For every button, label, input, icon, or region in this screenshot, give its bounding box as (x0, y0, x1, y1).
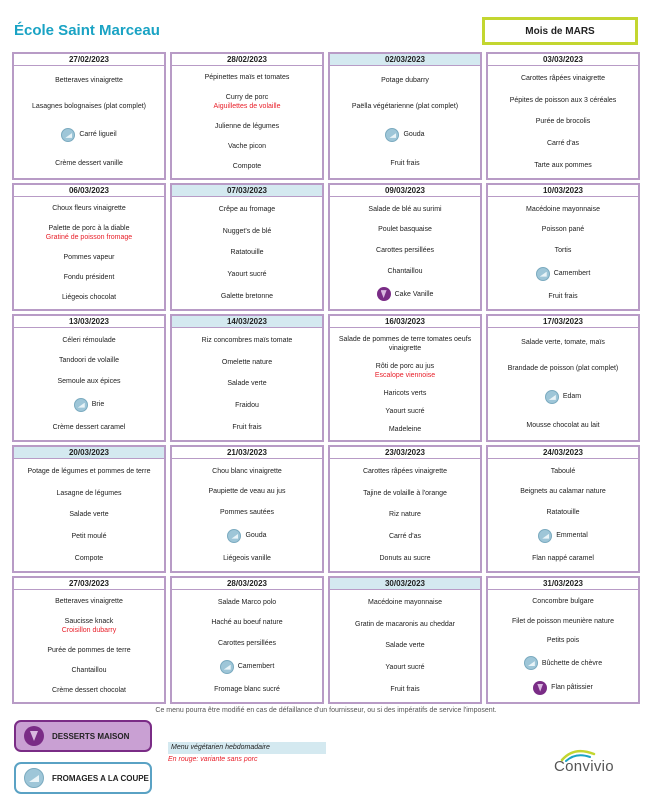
legend-fromages-coupe (14, 762, 152, 794)
menu-item-text: Fruit frais (232, 423, 262, 431)
day-date: 30/03/2023 (330, 578, 480, 590)
vegetarian-note: Menu végétarien hebdomadaire (168, 742, 326, 754)
menu-item-text: Betteraves vinaigrette (55, 598, 123, 606)
menu-item (71, 666, 106, 675)
menu-item-text: Carottes persillées (218, 639, 276, 647)
menu-item (230, 248, 263, 257)
cheese-icon (385, 128, 399, 142)
day-cell (486, 183, 640, 311)
day-date: 03/03/2023 (488, 54, 638, 66)
day-menu (172, 328, 322, 440)
menu-item (534, 161, 592, 170)
menu-item-text: Tajine de volaille à l'orange (363, 489, 447, 497)
menu-item (222, 358, 272, 367)
legend-desserts-maison (14, 720, 152, 752)
day-menu (330, 459, 480, 571)
day-date: 06/03/2023 (14, 185, 164, 197)
menu-item (380, 554, 431, 563)
cheese-icon (227, 529, 241, 543)
menu-item (69, 510, 108, 519)
menu-item-text: Chantaillou (387, 267, 423, 275)
month-label: Mois de MARS (482, 17, 638, 45)
week-row (12, 314, 640, 442)
menu-item (227, 379, 266, 388)
menu-item (508, 364, 619, 373)
menu-item (53, 423, 126, 432)
menu-item (390, 685, 419, 694)
menu-item (223, 554, 271, 563)
day-cell (328, 445, 482, 573)
menu-item-text: Madeleine (388, 425, 422, 433)
menu-item (387, 267, 422, 276)
menu-item (214, 685, 280, 694)
menu-item-text: Petits pois (546, 637, 580, 645)
menu-item-text: Potage de légumes et pommes de terre (27, 468, 151, 476)
menu-item-text: Salade verte, tomate, maïs (521, 339, 605, 347)
week-row (12, 183, 640, 311)
menu-item (57, 377, 120, 386)
menu-item-text: Yaourt sucré (227, 271, 267, 279)
menu-item (385, 641, 424, 650)
menu-item (538, 529, 588, 543)
menu-item (227, 270, 266, 279)
day-date: 20/03/2023 (14, 447, 164, 459)
menu-item-text: Gouda (245, 532, 267, 540)
menu-item-text: Poulet basquaise (378, 226, 432, 234)
day-cell (170, 52, 324, 180)
day-menu (14, 197, 164, 309)
menu-item-text: Salade Marco polo (217, 598, 277, 606)
menu-item-text: Céleri rémoulade (62, 336, 116, 344)
menu-item-text: Cake Vanille (394, 290, 434, 298)
cheese-icon (538, 529, 552, 543)
day-date: 14/03/2023 (172, 316, 322, 328)
day-date: 31/03/2023 (488, 578, 638, 590)
menu-item (74, 398, 104, 412)
day-menu (488, 590, 638, 702)
menu-item (52, 686, 126, 695)
menu-item-text: Fruit frais (390, 685, 420, 693)
menu-item (55, 76, 123, 85)
day-cell (12, 576, 166, 704)
day-date: 02/03/2023 (330, 54, 480, 66)
menu-item-text: Crème dessert vanille (55, 159, 123, 167)
week-row (12, 445, 640, 573)
menu-item-text: Saucisse knack (64, 618, 114, 626)
menu-item-text: Carottes râpées vinaigrette (362, 468, 448, 476)
menu-item-text: Fraidou (235, 402, 259, 410)
day-date: 10/03/2023 (488, 185, 638, 197)
menu-item (532, 597, 593, 606)
menu-item-text: Lasagne de légumes (56, 489, 122, 497)
menu-item-text: Liégeois vanille (223, 555, 271, 563)
menu-item-text: Beignets au calamar nature (520, 488, 606, 496)
menu-item-text: Tandoori de volaille (59, 357, 119, 365)
legend-cheese-label: FROMAGES A LA COUPE (52, 773, 149, 783)
menu-item-text: Edam (562, 393, 582, 401)
menu-item (385, 407, 424, 416)
menu-item-text: Paupiette de veau au jus (208, 488, 286, 496)
menu-item (64, 253, 115, 262)
menu-item (55, 159, 123, 168)
menu-item-text: Fruit frais (548, 293, 578, 301)
menu-item-text: Yaourt sucré (385, 407, 425, 415)
menu-item (220, 660, 275, 674)
menu-item-text: Crème dessert chocolat (52, 686, 126, 694)
menu-item (218, 598, 276, 607)
legend-dessert-label: DESSERTS MAISON (52, 731, 130, 741)
menu-item (62, 336, 115, 345)
menu-item-text: Camembert (553, 270, 591, 278)
menu-item-text: Rôti de porc au jus (375, 362, 435, 370)
menu-item-text: Palette de porc à la diable (48, 225, 130, 233)
menu-item (521, 338, 605, 347)
menu-item-text: Salade verte (69, 511, 109, 519)
cheese-icon (61, 128, 75, 142)
menu-item-text: Petit moulé (71, 533, 107, 541)
pork-free-alternative: Aiguillettes de volaille (213, 103, 281, 111)
menu-item-text: Filet de poisson meunière nature (512, 617, 614, 625)
menu-item (536, 117, 590, 126)
day-cell (170, 576, 324, 704)
day-date: 23/03/2023 (330, 447, 480, 459)
menu-item-text: Pommes sautées (219, 508, 275, 516)
menu-item-text: Gratin de macaronis au cheddar (355, 620, 455, 628)
menu-item-text: Compote (74, 554, 104, 562)
menu-item-text: Choux fleurs vinaigrette (52, 205, 126, 213)
menu-grid (12, 52, 640, 707)
menu-item-text: Riz nature (389, 511, 421, 519)
day-cell (486, 576, 640, 704)
menu-item (363, 467, 447, 476)
day-date: 24/03/2023 (488, 447, 638, 459)
day-cell (170, 314, 324, 442)
cheese-icon (220, 660, 234, 674)
menu-item (520, 487, 606, 496)
menu-item-text: Riz concombres maïs tomate (201, 337, 293, 345)
menu-item (536, 267, 591, 281)
menu-item (233, 162, 261, 171)
menu-item (368, 598, 442, 607)
day-date: 28/03/2023 (172, 578, 322, 590)
day-cell (486, 314, 640, 442)
pork-free-alternative: Escalope viennoise (374, 371, 436, 379)
menu-item (75, 554, 103, 563)
day-cell (486, 445, 640, 573)
day-date: 28/02/2023 (172, 54, 322, 66)
day-date: 13/03/2023 (14, 316, 164, 328)
menu-item (368, 205, 441, 214)
menu-item-text: Pépinettes maïs et tomates (204, 74, 290, 82)
day-menu (330, 590, 480, 702)
menu-item (510, 96, 617, 105)
day-cell (328, 576, 482, 704)
menu-item-text: Compote (232, 162, 262, 170)
day-menu (488, 328, 638, 440)
day-date: 17/03/2023 (488, 316, 638, 328)
menu-item (352, 102, 458, 111)
menu-item (377, 287, 434, 301)
menu-item-text: Poisson pané (541, 226, 585, 234)
day-menu (172, 590, 322, 702)
menu-item-text: Purée de brocolis (535, 118, 591, 126)
menu-item (235, 401, 259, 410)
day-date: 27/02/2023 (14, 54, 164, 66)
day-cell (328, 52, 482, 180)
menu-item (547, 636, 579, 645)
menu-item-text: Lasagnes bolognaises (plat complet) (31, 103, 146, 111)
menu-item (542, 225, 584, 234)
menu-item-text: Fromage blanc sucré (214, 686, 280, 694)
menu-item (385, 663, 424, 672)
menu-item-text: Chou blanc vinaigrette (212, 467, 282, 475)
day-cell (170, 183, 324, 311)
pork-free-alternative: Gratiné de poisson fromage (45, 234, 133, 242)
menu-item (212, 467, 282, 476)
menu-item (215, 122, 279, 131)
menu-item-text: Chantaillou (71, 666, 107, 674)
menu-item (71, 532, 106, 541)
menu-item-text: Flan pâtissier (551, 684, 593, 692)
menu-item (546, 508, 579, 517)
day-menu (172, 459, 322, 571)
day-date: 21/03/2023 (172, 447, 322, 459)
day-menu (488, 197, 638, 309)
menu-item-text: Ratatouille (230, 249, 264, 257)
menu-item (548, 292, 577, 301)
menu-item (214, 93, 281, 111)
menu-item (526, 205, 600, 214)
menu-item (59, 356, 119, 365)
menu-item-text: Fruit frais (390, 159, 420, 167)
menu-item (512, 617, 614, 626)
menu-item (61, 128, 116, 142)
menu-item-text: Camembert (237, 663, 275, 671)
cheese-icon (524, 656, 538, 670)
day-date: 09/03/2023 (330, 185, 480, 197)
menu-item-text: Salade de blé au surimi (368, 205, 442, 213)
menu-item (202, 336, 293, 345)
menu-item-text: Haricots verts (383, 389, 427, 397)
day-menu (14, 459, 164, 571)
menu-item-text: Paëlla végétarienne (plat complet) (351, 103, 459, 111)
day-menu (172, 66, 322, 178)
menu-item-text: Haché au boeuf nature (211, 619, 283, 627)
day-menu (330, 197, 480, 309)
menu-item (46, 224, 132, 242)
day-cell (170, 445, 324, 573)
day-menu (14, 590, 164, 702)
menu-item-text: Brandade de poisson (plat complet) (507, 365, 619, 373)
menu-item (390, 159, 419, 168)
day-date: 27/03/2023 (14, 578, 164, 590)
menu-item (376, 246, 434, 255)
menu-item-text: Ratatouille (546, 508, 580, 516)
cheese-icon (536, 267, 550, 281)
menu-item (205, 73, 290, 82)
menu-item-text: Pépites de poisson aux 3 céréales (509, 96, 617, 104)
menu-item (545, 390, 581, 404)
menu-item (389, 425, 421, 434)
day-cell (12, 314, 166, 442)
dessert-icon (24, 726, 44, 746)
convivio-logo (552, 748, 642, 784)
menu-item-text: Julienne de légumes (214, 122, 280, 130)
menu-item-text: Gouda (403, 131, 425, 139)
menu-item-text: Carottes persillées (376, 246, 434, 254)
menu-item-text: Emmental (556, 532, 588, 540)
cheese-icon (24, 768, 44, 788)
day-menu (330, 328, 480, 440)
menu-item (55, 597, 123, 606)
menu-item-text: Salade de pommes de terre tomates oeufs vinaigrette (338, 335, 472, 352)
day-date: 07/03/2023 (172, 185, 322, 197)
menu-item (524, 656, 602, 670)
day-menu (172, 197, 322, 309)
day-cell (328, 314, 482, 442)
menu-item (52, 204, 126, 213)
menu-item (32, 102, 146, 111)
menu-item (232, 423, 261, 432)
menu-item-text: Carré d'as (388, 533, 422, 541)
menu-item-text: Tortis (554, 246, 572, 254)
menu-item (555, 246, 572, 255)
menu-item-text: Nugget's de blé (222, 227, 272, 235)
menu-item-text: Donuts au sucre (379, 554, 431, 562)
menu-item-text: Fondu président (63, 273, 115, 281)
menu-item (64, 273, 115, 282)
menu-item (47, 646, 130, 655)
menu-item (28, 467, 151, 476)
menu-item (211, 618, 282, 627)
menu-item-text: Crème dessert caramel (52, 424, 126, 432)
pork-free-alternative: Croisillon dubarry (61, 627, 117, 635)
week-row (12, 52, 640, 180)
dessert-icon (377, 287, 391, 301)
menu-item-text: Carré d'as (546, 140, 580, 148)
menu-item-text: Brie (91, 401, 105, 409)
menu-item (219, 205, 275, 214)
menu-item (62, 293, 116, 302)
menu-item-text: Vache picon (227, 142, 266, 150)
menu-item (355, 620, 455, 629)
day-cell (486, 52, 640, 180)
menu-item (223, 227, 271, 236)
menu-item-text: Semoule aux épices (57, 377, 121, 385)
cheese-icon (545, 390, 559, 404)
menu-item (57, 489, 122, 498)
menu-item-text: Crêpe au fromage (218, 206, 276, 214)
menu-item-text: Carré ligueil (79, 131, 117, 139)
menu-item (521, 74, 605, 83)
menu-item-text: Concombre bulgare (532, 598, 594, 606)
menu-item (363, 489, 447, 498)
menu-item (221, 292, 273, 301)
menu-item-text: Curry de porc (225, 94, 269, 102)
menu-item (375, 362, 435, 380)
menu-item-text: Yaourt sucré (385, 664, 425, 672)
menu-item-text: Potage dubarry (381, 77, 429, 85)
day-cell (12, 183, 166, 311)
menu-item (378, 225, 432, 234)
menu-item (227, 529, 266, 543)
menu-item (526, 421, 599, 430)
logo-text: Convivio (554, 758, 614, 775)
menu-item-text: Betteraves vinaigrette (55, 77, 123, 85)
day-cell (12, 52, 166, 180)
cheese-icon (74, 398, 88, 412)
menu-item (332, 335, 478, 353)
menu-item (62, 617, 116, 635)
pork-free-note: En rouge: variante sans porc (168, 756, 258, 763)
menu-item-text: Carottes râpées vinaigrette (520, 75, 606, 83)
menu-item (228, 142, 266, 151)
menu-item-text: Purée de pommes de terre (47, 646, 131, 654)
menu-item (551, 467, 576, 476)
menu-item (532, 554, 594, 563)
day-menu (488, 459, 638, 571)
menu-item (384, 389, 427, 398)
menu-item-text: Tarte aux pommes (534, 161, 592, 169)
menu-item-text: Galette bretonne (220, 292, 274, 300)
day-menu (330, 66, 480, 178)
menu-item (381, 76, 429, 85)
menu-item (389, 510, 421, 519)
menu-item (208, 487, 285, 496)
menu-item (533, 681, 593, 695)
day-cell (328, 183, 482, 311)
menu-item-text: Liégeois chocolat (61, 293, 117, 301)
menu-item (218, 639, 276, 648)
week-row (12, 576, 640, 704)
menu-item-text: Bûchette de chèvre (541, 659, 603, 667)
day-menu (14, 66, 164, 178)
day-menu (14, 328, 164, 440)
menu-item-text: Salade verte (227, 380, 267, 388)
disclaimer: Ce menu pourra être modifié en cas de défaillance d'un fournisseur, ou si des impératifs de service l'imposent. (155, 707, 497, 714)
menu-item (547, 139, 579, 148)
day-date: 16/03/2023 (330, 316, 480, 328)
menu-item-text: Macédoine mayonnaise (368, 599, 442, 607)
school-name: École Saint Marceau (14, 22, 160, 39)
menu-item-text: Mousse chocolat au lait (526, 421, 600, 429)
menu-item-text: Flan nappé caramel (532, 555, 594, 563)
menu-item-text: Omelette nature (221, 358, 273, 366)
menu-item (220, 508, 274, 517)
menu-item (385, 128, 424, 142)
menu-item-text: Salade verte (385, 642, 425, 650)
day-cell (12, 445, 166, 573)
menu-item-text: Macédoine mayonnaise (526, 205, 600, 213)
dessert-icon (533, 681, 547, 695)
menu-item-text: Pommes vapeur (63, 253, 115, 261)
day-menu (488, 66, 638, 178)
menu-item (389, 532, 421, 541)
menu-item-text: Taboulé (550, 467, 576, 475)
